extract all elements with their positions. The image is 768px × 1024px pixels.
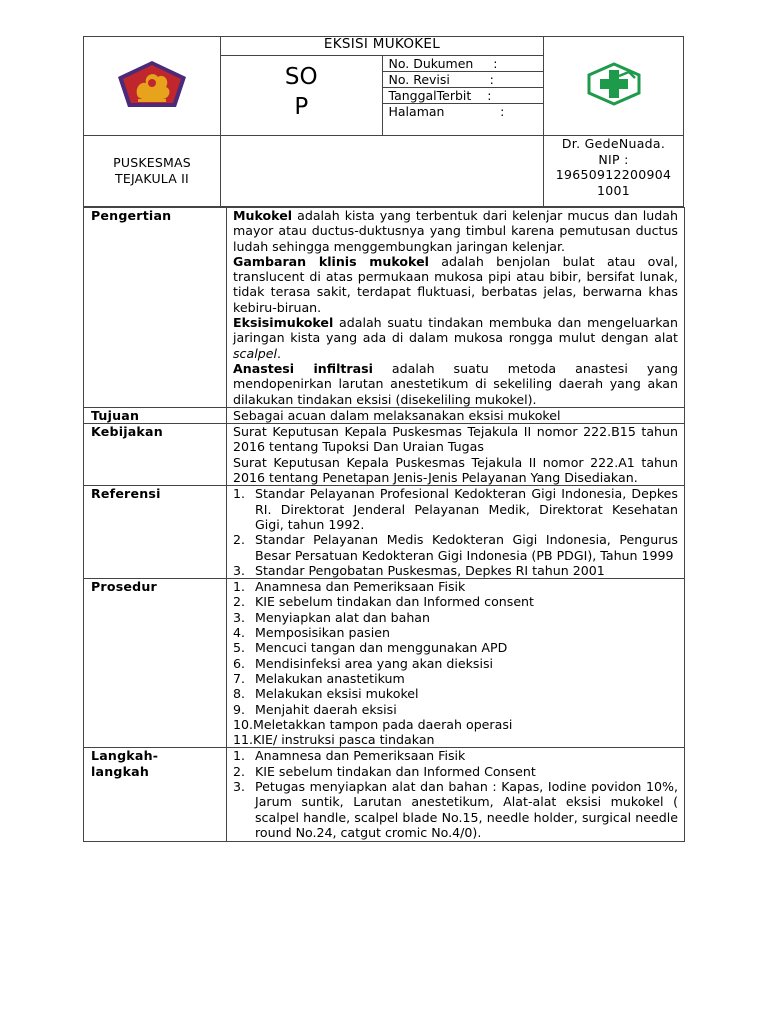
list-item — [233, 563, 678, 578]
document-title: EKSISI MUKOKEL — [221, 37, 544, 56]
sop-label — [221, 56, 383, 136]
sop-content-table — [83, 207, 685, 842]
org-line-1: PUSKESMAS — [113, 155, 191, 170]
meta-halaman: Halaman : — [388, 104, 505, 120]
list-item-number: 3. — [233, 609, 246, 625]
meta-no-revisi: No. Revisi : — [383, 72, 544, 88]
regency-logo-cell — [84, 37, 221, 136]
org-line-2: TEJAKULA II — [115, 171, 189, 186]
list-item — [233, 702, 678, 717]
definition-gambaran-klinis-text: adalah benjolan bulat atau oval, translucent di atas permukaan mukosa pipi atau bibir, bersifat lunak, tidak terasa sakit, terdapat fluktuasi, berbatas jelas, berwarna khas kebiru-biruan. — [233, 253, 679, 315]
list-item — [233, 594, 678, 609]
list-item-number: 8. — [233, 686, 246, 702]
document-meta — [382, 56, 544, 136]
organization-name — [84, 136, 221, 207]
list-item — [233, 625, 678, 640]
list-item-number: 10. — [233, 716, 254, 732]
section-body-prosedur — [227, 579, 685, 748]
list-item-number: 3. — [233, 778, 246, 794]
section-label-langkah — [84, 748, 227, 842]
list-item — [233, 748, 678, 763]
langkah-list — [233, 748, 678, 840]
list-item-text: KIE/ instruksi pasca tindakan — [253, 732, 435, 748]
list-item-text: Anamnesa dan Pemeriksaan Fisik — [255, 579, 466, 595]
list-item-text: Standar Pelayanan Profesional Kedokteran Gigi Indonesia, Depkes RI. Direktorat Jenderal Pelayanan Medik, Direktorat Kesehatan Gigi, tahun 1992. — [255, 486, 678, 532]
sop-header-table — [83, 36, 684, 207]
row-referensi — [84, 486, 685, 579]
section-body-langkah — [227, 748, 685, 842]
list-item-text: Meletakkan tampon pada daerah operasi — [253, 716, 513, 732]
puskesmas-logo-cell — [544, 37, 684, 136]
signer-nip-label: NIP : — [598, 151, 629, 167]
definition-eksisi-text: adalah suatu tindakan membuka dan mengeluarkan jaringan kista yang ada di dalam mukosa rongga mulut dengan alat — [233, 315, 678, 346]
langkah-label-line-2: langkah — [91, 763, 150, 779]
list-item — [233, 656, 678, 671]
list-item-number: 6. — [233, 655, 246, 671]
list-item-text: KIE sebelum tindakan dan Informed consent — [255, 594, 534, 610]
signature-space — [221, 136, 544, 207]
list-item — [233, 579, 678, 594]
definition-eksisi — [233, 315, 678, 361]
list-item — [233, 764, 678, 779]
section-body-referensi — [227, 486, 685, 579]
list-item-text: Standar Pengobatan Puskesmas, Depkes RI tahun 2001 — [255, 562, 605, 578]
meta-tanggal-terbit: TanggalTerbit : — [383, 88, 544, 104]
definition-eksisi-end: . — [276, 345, 281, 361]
list-item-text: Mendisinfeksi area yang akan dieksisi — [255, 655, 494, 671]
list-item-text: Menyiapkan alat dan bahan — [255, 609, 430, 625]
list-item — [233, 486, 678, 532]
list-item — [233, 610, 678, 625]
meta-no-dokumen: No. Dukumen : — [383, 56, 544, 72]
list-item-text: Anamnesa dan Pemeriksaan Fisik — [255, 748, 466, 764]
sop-label-bottom: P — [294, 94, 309, 121]
term-scalpel: scalpel — [233, 345, 277, 361]
row-tujuan — [84, 407, 685, 423]
list-item-text: Standar Pelayanan Medis Kedokteran Gigi Indonesia, Pengurus Besar Persatuan Kedokteran Gigi Indonesia (PB PDGI), Tahun 1999 — [255, 532, 678, 563]
definition-gambaran-klinis — [233, 254, 678, 315]
list-item-number: 2. — [233, 594, 246, 610]
list-item-number: 7. — [233, 670, 246, 686]
list-item-text: Petugas menyiapkan alat dan bahan : Kapas, Iodine povidon 10%, Jarum suntik, Larutan anestetikum, Alat-alat eksisi mukokel ( scalpel handle, scalpel blade No.15, needle holder, surgical needle round No.24, catgut cromic No.4/0). — [255, 778, 678, 840]
list-item-text: Melakukan eksisi mukokel — [255, 686, 419, 702]
list-item-number: 1. — [233, 579, 246, 595]
section-body-tujuan: Sebagai acuan dalam melaksanakan eksisi mukokel — [227, 407, 685, 423]
list-item-text: Mencuci tangan dan menggunakan APD — [255, 640, 508, 656]
list-item-text: KIE sebelum tindakan dan Informed Consent — [255, 763, 536, 779]
section-body-pengertian — [227, 208, 685, 408]
kebijakan-paragraph: Surat Keputusan Kepala Puskesmas Tejakula II nomor 222.A1 tahun 2016 tentang Penetapan Jenis-Jenis Pelayanan Yang Disediakan. — [233, 454, 678, 486]
definition-mukokel-text: adalah kista yang terbentuk dari kelenjar mucus dan ludah mayor atau ductus-duktusnya yang timbul karena pemutusan ductus ludah sehingga menggembungkan jaringan kelenjar. — [233, 208, 678, 254]
list-item-number: 2. — [233, 763, 246, 779]
row-prosedur — [84, 579, 685, 748]
list-item-text: Menjahit daerah eksisi — [255, 701, 397, 717]
puskesmas-cross-icon — [585, 62, 643, 106]
prosedur-list — [233, 579, 678, 747]
list-item — [233, 671, 678, 686]
referensi-list — [233, 486, 678, 578]
list-item-number: 1. — [233, 486, 246, 502]
definition-anastesi-text: adalah suatu metoda anastesi yang mendopenirkan larutan anestetikum di sekeliling daerah yang akan dilakukan tindakan eksisi (disekeliling mukokel). — [233, 360, 678, 407]
signer-nip-line-2: 1001 — [596, 182, 630, 198]
signer-block — [544, 136, 684, 207]
list-item-number: 2. — [233, 532, 246, 548]
section-label-referensi: Referensi — [84, 486, 227, 579]
list-item-number: 1. — [233, 748, 246, 764]
list-item — [233, 732, 678, 747]
term-eksisi: Eksisimukokel — [233, 315, 334, 331]
row-langkah — [84, 748, 685, 842]
term-mukokel: Mukokel — [233, 208, 293, 223]
list-item-number: 9. — [233, 701, 246, 717]
row-kebijakan — [84, 424, 685, 486]
definition-mukokel — [233, 208, 678, 254]
list-item — [233, 717, 678, 732]
term-anastesi: Anastesi infiltrasi — [233, 360, 373, 376]
langkah-label-line-1: Langkah- — [91, 748, 159, 764]
list-item-text: Melakukan anastetikum — [255, 670, 405, 686]
section-label-kebijakan: Kebijakan — [84, 424, 227, 486]
list-item-number: 5. — [233, 640, 246, 656]
regency-emblem-icon — [116, 59, 188, 109]
sop-label-top: SO — [284, 64, 318, 91]
list-item — [233, 532, 678, 563]
signer-nip-line-1: 19650912200904 — [555, 167, 672, 182]
kebijakan-paragraph: Surat Keputusan Kepala Puskesmas Tejakula II nomor 222.B15 tahun 2016 tentang Tupoksi Dan Uraian Tugas — [233, 424, 678, 455]
section-label-pengertian: Pengertian — [84, 208, 227, 408]
section-body-kebijakan — [227, 424, 685, 486]
list-item-number: 4. — [233, 625, 246, 641]
section-label-prosedur: Prosedur — [84, 579, 227, 748]
row-pengertian — [84, 208, 685, 408]
list-item-number: 3. — [233, 562, 246, 578]
signer-name: Dr. GedeNuada. — [561, 136, 666, 151]
section-label-tujuan: Tujuan — [84, 407, 227, 423]
list-item — [233, 640, 678, 655]
list-item-number: 11. — [233, 732, 254, 748]
list-item — [233, 686, 678, 701]
definition-anastesi — [233, 361, 678, 407]
list-item — [233, 779, 678, 840]
term-gambaran-klinis: Gambaran klinis mukokel — [233, 253, 429, 269]
list-item-text: Memposisikan pasien — [255, 625, 390, 641]
